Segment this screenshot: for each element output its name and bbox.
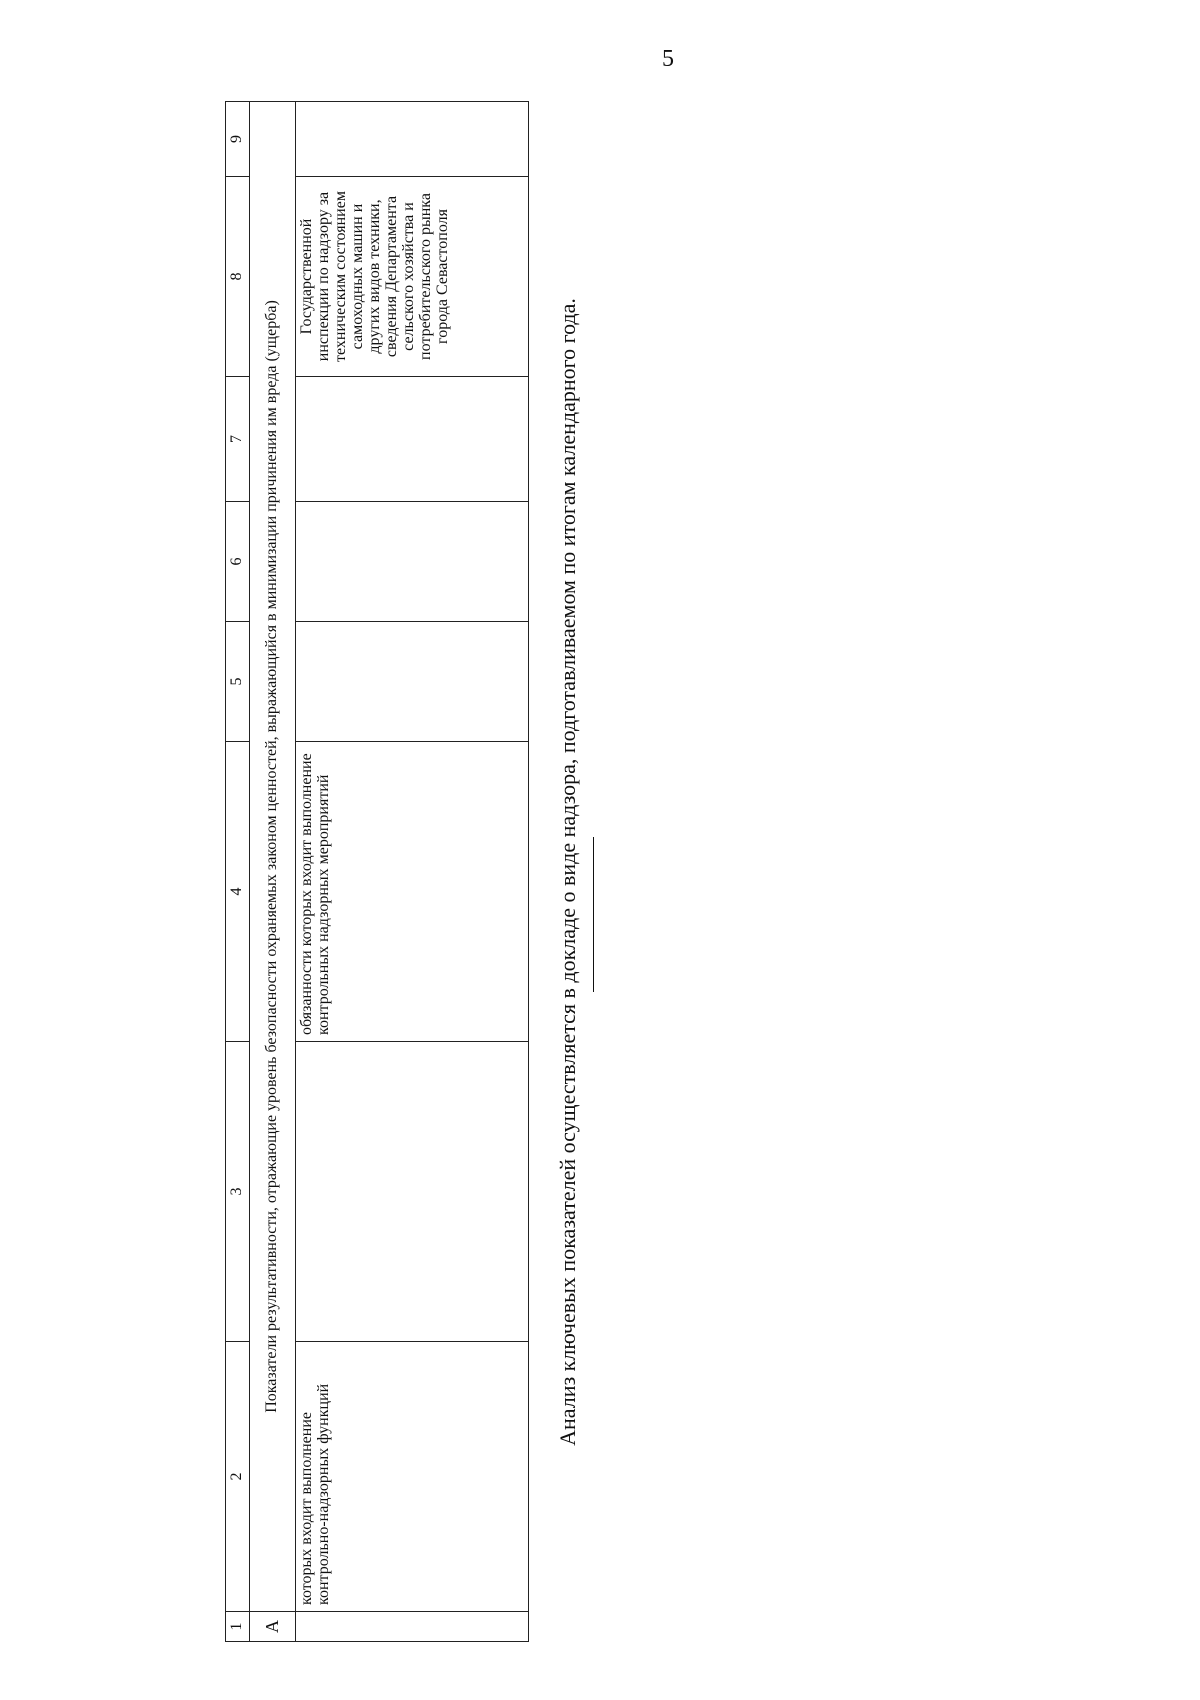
table-cell-1 bbox=[295, 1612, 528, 1642]
rotated-landscape-content bbox=[225, 102, 595, 1642]
section-letter: А bbox=[249, 1612, 295, 1642]
table-cell-6 bbox=[295, 502, 528, 622]
page-number: 5 bbox=[662, 46, 674, 72]
separator-line bbox=[593, 837, 594, 992]
column-number-2: 2 bbox=[226, 1342, 250, 1612]
column-number-8: 8 bbox=[226, 177, 250, 377]
column-number-5: 5 bbox=[226, 622, 250, 742]
column-number-7: 7 bbox=[226, 377, 250, 502]
table-cell-4: обязанности которых входит выполнение контрольных надзорных мероприятий bbox=[295, 742, 528, 1042]
table-cell-2: которых входит выполнение контрольно-надзорных функций bbox=[295, 1342, 528, 1612]
section-header-row bbox=[249, 102, 295, 1642]
section-title: Показатели результативности, отражающие уровень безопасности охраняемых законом ценностей, выражающийся в минимизации причинения им вреда (ущерба) bbox=[249, 102, 295, 1612]
table-cell-5 bbox=[295, 622, 528, 742]
column-number-3: 3 bbox=[226, 1042, 250, 1342]
table-cell-9 bbox=[295, 102, 528, 177]
column-number-9: 9 bbox=[226, 102, 250, 177]
analysis-statement: Анализ ключевых показателей осуществляется в докладе о виде надзора, подготавливаемом по итогам календарного года. bbox=[555, 298, 580, 1446]
column-number-1: 1 bbox=[226, 1612, 250, 1642]
column-number-row bbox=[226, 102, 250, 1642]
column-number-4: 4 bbox=[226, 742, 250, 1042]
table-cell-7 bbox=[295, 377, 528, 502]
column-number-6: 6 bbox=[226, 502, 250, 622]
table-row bbox=[295, 102, 528, 1642]
table-cell-3 bbox=[295, 1042, 528, 1342]
table-cell-8: Государственной инспекции по надзору за техническим состоянием самоходных машин и других видов техники, сведения Департамента сельского хозяйства и потребительского рынка города Севастополя bbox=[295, 177, 528, 377]
indicators-table bbox=[225, 101, 529, 1642]
